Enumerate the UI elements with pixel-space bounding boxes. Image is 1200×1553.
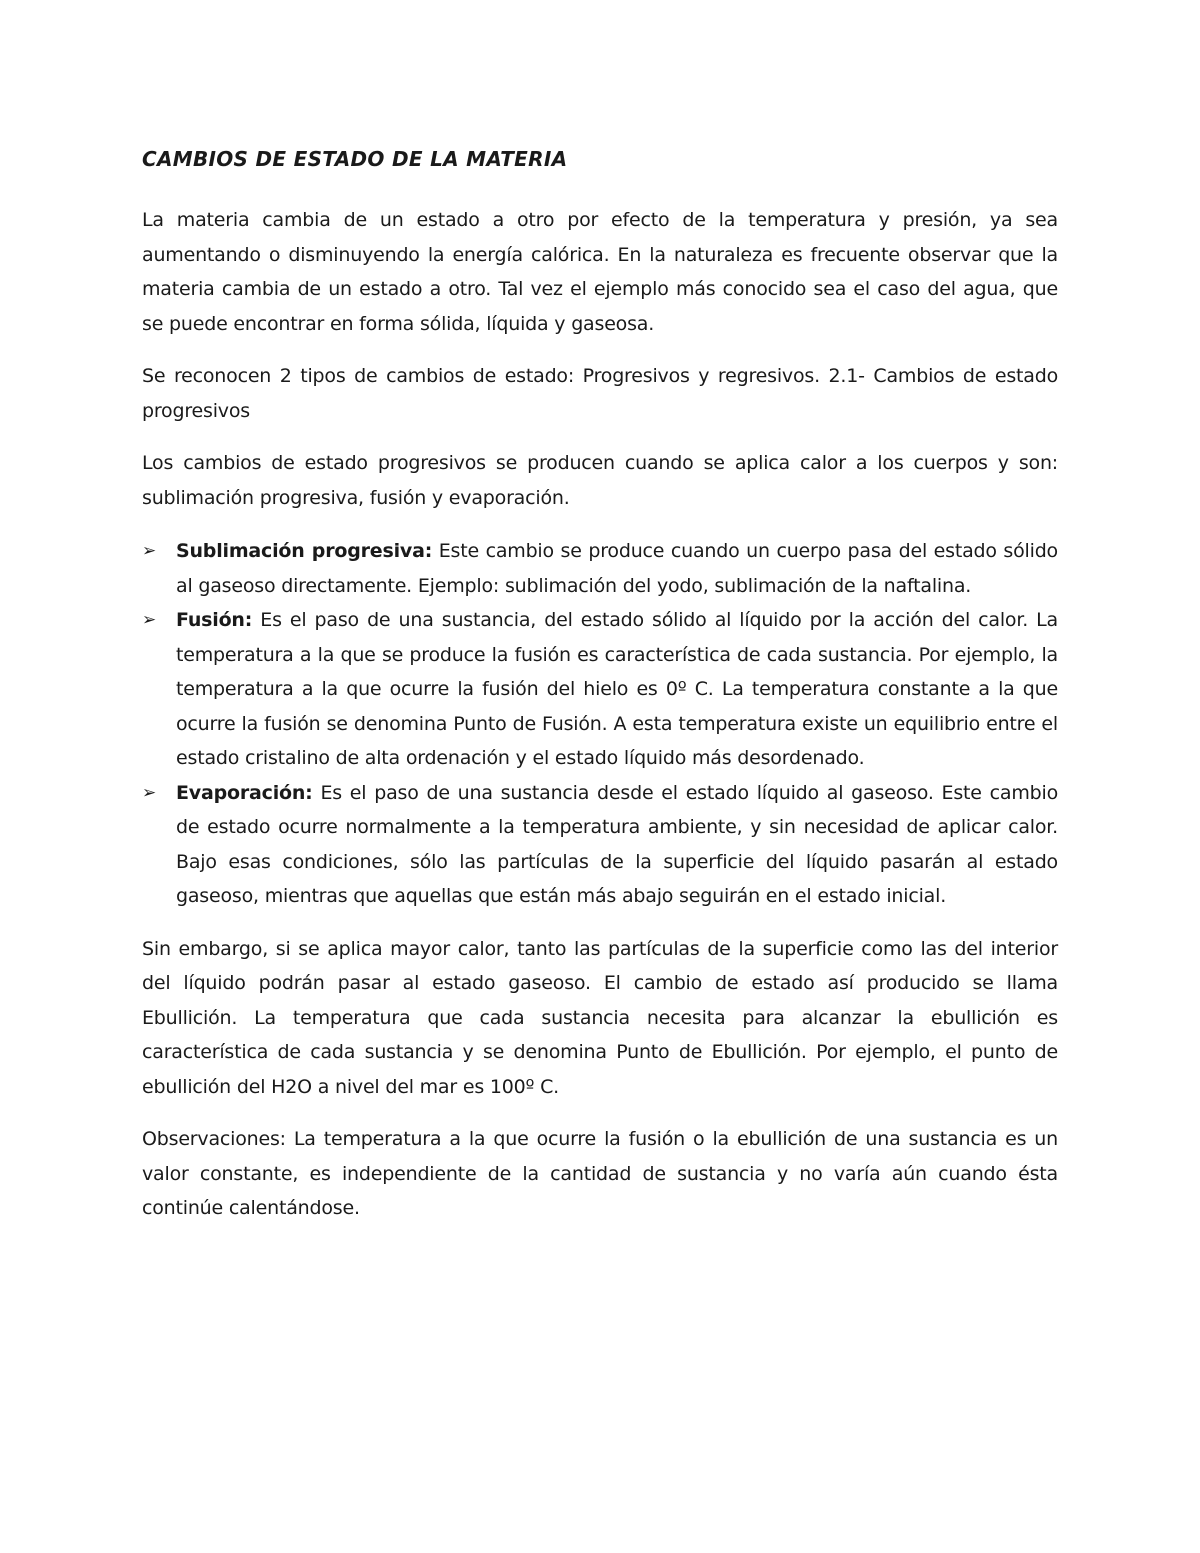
paragraph-types: Se reconocen 2 tipos de cambios de estado: Progresivos y regresivos. 2.1- Cambios de estado progresivos [142, 365, 1058, 422]
list-item [142, 534, 1058, 603]
bullet-text: Es el paso de una sustancia, del estado sólido al líquido por la acción del calor. La temperatura a la que se produce la fusión es característica de cada sustancia. Por ejemplo, la temperatura a la que ocurre la fusión del hielo es 0º C. La temperatura constante a la que ocurre la fusión se denomina Punto de Fusión. A esta temperatura existe un equilibrio entre el estado cristalino de alta ordenación y el estado líquido más desordenado. [176, 609, 1058, 769]
bullet-term: Sublimación progresiva: [176, 540, 433, 562]
bullet-list [142, 534, 1058, 914]
arrow-bullet-icon: ➢ [142, 782, 157, 803]
list-item [142, 776, 1058, 914]
arrow-bullet-icon: ➢ [142, 610, 157, 630]
arrow-bullet-icon: ➢ [142, 541, 157, 561]
page-title: CAMBIOS DE ESTADO DE LA MATERIA [142, 147, 568, 171]
paragraph-progressive: Los cambios de estado progresivos se producen cuando se aplica calor a los cuerpos y son: sublimación progresiva, fusión y evaporación. [142, 452, 1058, 509]
bullet-term: Fusión: [176, 609, 253, 631]
document-body [142, 142, 1058, 1226]
bullet-text: Este cambio se produce cuando un cuerpo pasa del estado sólido al gaseoso directamente. Ejemplo: sublimación del yodo, sublimación de la naftalina. [176, 540, 1058, 597]
bullet-text: Es el paso de una sustancia desde el estado líquido al gaseoso. Este cambio de estado ocurre normalmente a la temperatura ambiente, y sin necesidad de aplicar calor. Bajo esas condiciones, sólo las partículas de la superficie del líquido pasarán al estado gaseoso, mientras que aquellas que están más abajo seguirán en el estado inicial. [176, 781, 1058, 907]
paragraph-intro: La materia cambia de un estado a otro por efecto de la temperatura y presión, ya sea aumentando o disminuyendo la energía calórica. En la naturaleza es frecuente observar que la materia cambia de un estado a otro. Tal vez el ejemplo más conocido sea el caso del agua, que se puede encontrar en forma sólida, líquida y gaseosa. [142, 209, 1058, 335]
bullet-term: Evaporación: [176, 781, 313, 804]
paragraph-observations: Observaciones: La temperatura a la que ocurre la fusión o la ebullición de una sustancia es un valor constante, es independiente de la cantidad de sustancia y no varía aún cuando ésta continúe calentándose. [142, 1128, 1058, 1219]
paragraph-boiling: Sin embargo, si se aplica mayor calor, tanto las partículas de la superficie como las del interior del líquido podrán pasar al estado gaseoso. El cambio de estado así producido se llama Ebullición. La temperatura que cada sustancia necesita para alcanzar la ebullición es característica de cada sustancia y se denomina Punto de Ebullición. Por ejemplo, el punto de ebullición del H2O a nivel del mar es 100º C. [142, 937, 1058, 1098]
list-item [142, 603, 1058, 776]
